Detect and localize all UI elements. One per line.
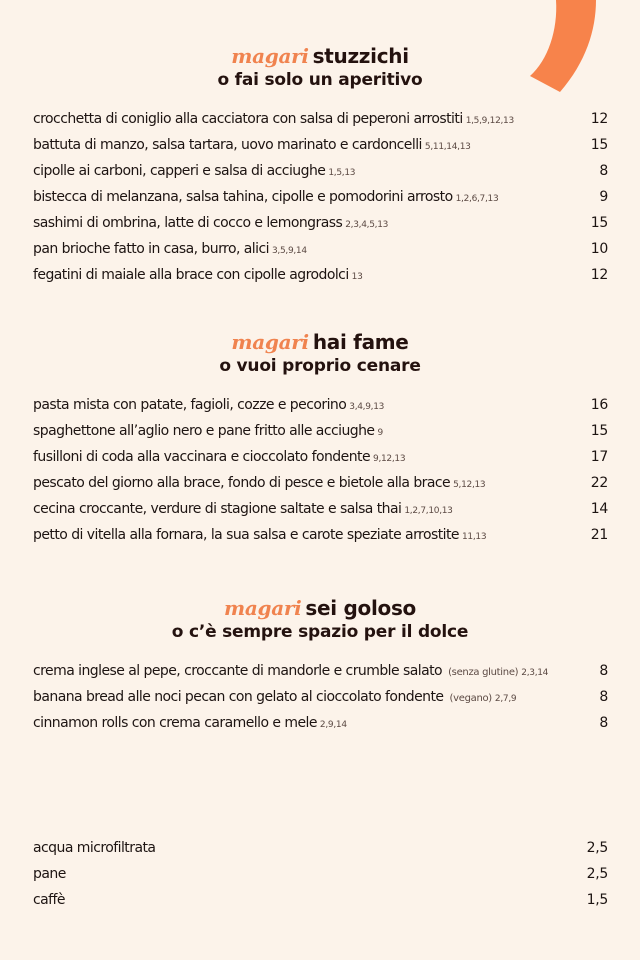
item-price: 16	[590, 397, 608, 413]
item-name: cipolle ai carboni, capperi e salsa di acciughe	[33, 163, 326, 179]
item-price: 17	[590, 449, 608, 465]
item-allergens: 2,3,14	[521, 668, 549, 678]
item-name: fusilloni di coda alla vaccinara e cioccolato fondente	[33, 449, 371, 465]
extra-item	[0, 887, 640, 913]
extra-name: caffè	[33, 892, 65, 908]
menu-item	[0, 184, 640, 210]
menu-item	[0, 496, 640, 522]
item-allergens: 3,5,9,14	[271, 246, 307, 256]
section-title	[0, 44, 640, 68]
menu-item	[0, 444, 640, 470]
item-allergens: 2,7,9	[494, 694, 517, 704]
item-allergens: 2,3,4,5,13	[345, 220, 389, 230]
item-price: 8	[599, 663, 608, 679]
section-subtitle: o vuoi proprio cenare	[219, 356, 421, 376]
item-allergens: 5,11,14,13	[424, 142, 471, 152]
item-name: pescato del giorno alla brace, fondo di pesce e bietole alla brace	[33, 475, 451, 491]
item-name: petto di vitella alla fornara, la sua salsa e carote speziate arrostite	[33, 527, 459, 543]
menu-item	[0, 106, 640, 132]
item-name: cinnamon rolls con crema caramello e mele	[33, 715, 317, 731]
item-name: sashimi di ombrina, latte di cocco e lemongrass	[33, 215, 343, 231]
extra-name: pane	[33, 866, 66, 882]
item-note: (vegano)	[449, 693, 492, 704]
extras-list	[0, 835, 640, 913]
item-name: bistecca di melanzana, salsa tahina, cipolle e pomodorini arrosto	[33, 189, 453, 205]
item-price: 9	[599, 189, 608, 205]
item-price: 14	[590, 501, 608, 517]
item-allergens: 11,13	[462, 532, 487, 542]
menu-item	[0, 522, 640, 548]
section-title-text: hai fame	[312, 330, 409, 354]
item-price: 12	[590, 267, 608, 283]
item-price: 15	[590, 423, 608, 439]
brand-word: magari	[231, 44, 309, 68]
item-allergens: 1,2,6,7,13	[455, 194, 499, 204]
section-title-text: stuzzichi	[312, 44, 409, 68]
brand-word: magari	[224, 596, 302, 620]
section-title	[0, 330, 640, 354]
item-name: cecina croccante, verdure di stagione saltate e salsa thai	[33, 501, 402, 517]
item-price: 15	[590, 137, 608, 153]
item-allergens: 9,12,13	[373, 454, 406, 464]
item-allergens: 1,5,13	[328, 168, 356, 178]
item-price: 21	[590, 527, 608, 543]
menu-item	[0, 710, 640, 736]
menu-item	[0, 392, 640, 418]
item-allergens: 9	[377, 428, 383, 438]
menu-item	[0, 262, 640, 288]
item-name: crocchetta di coniglio alla cacciatora con salsa di peperoni arrostiti	[33, 111, 463, 127]
section-title	[0, 596, 640, 620]
brand-word: magari	[231, 330, 309, 354]
section-subtitle: o fai solo un aperitivo	[217, 70, 423, 90]
item-allergens: 2,9,14	[319, 720, 347, 730]
section-stuzzichi	[0, 44, 640, 288]
menu-item	[0, 158, 640, 184]
item-name: pan brioche fatto in casa, burro, alici	[33, 241, 269, 257]
menu-item	[0, 684, 640, 710]
menu-item	[0, 470, 640, 496]
item-name: fegatini di maiale alla brace con cipolle agrodolci	[33, 267, 349, 283]
item-allergens: 5,12,13	[453, 480, 486, 490]
item-name: battuta di manzo, salsa tartara, uovo marinato e cardoncelli	[33, 137, 422, 153]
extra-item	[0, 835, 640, 861]
section-title-text: sei goloso	[305, 596, 416, 620]
menu-item	[0, 132, 640, 158]
menu-item	[0, 658, 640, 684]
section-hai-fame	[0, 330, 640, 548]
item-price: 8	[599, 163, 608, 179]
menu-item	[0, 236, 640, 262]
section-sei-goloso	[0, 596, 640, 736]
item-allergens: 3,4,9,13	[349, 402, 385, 412]
item-name: spaghettone all’aglio nero e pane fritto alle acciughe	[33, 423, 375, 439]
menu-item	[0, 210, 640, 236]
item-price: 8	[599, 689, 608, 705]
item-price: 22	[590, 475, 608, 491]
extra-price: 2,5	[586, 840, 608, 856]
extra-price: 1,5	[586, 892, 608, 908]
item-allergens: 13	[351, 272, 363, 282]
item-price: 8	[599, 715, 608, 731]
item-name: pasta mista con patate, fagioli, cozze e pecorino	[33, 397, 347, 413]
item-price: 10	[590, 241, 608, 257]
menu-item	[0, 418, 640, 444]
section-subtitle: o c’è sempre spazio per il dolce	[171, 622, 469, 642]
item-price: 15	[590, 215, 608, 231]
item-allergens: 1,5,9,12,13	[465, 116, 514, 126]
item-note: (senza glutine)	[448, 667, 519, 678]
extra-item	[0, 861, 640, 887]
item-name: crema inglese al pepe, croccante di mandorle e crumble salato	[33, 663, 443, 679]
extra-price: 2,5	[586, 866, 608, 882]
item-allergens: 1,2,7,10,13	[404, 506, 453, 516]
item-price: 12	[590, 111, 608, 127]
extra-name: acqua microfiltrata	[33, 840, 156, 856]
item-name: banana bread alle noci pecan con gelato al cioccolato fondente	[33, 689, 444, 705]
